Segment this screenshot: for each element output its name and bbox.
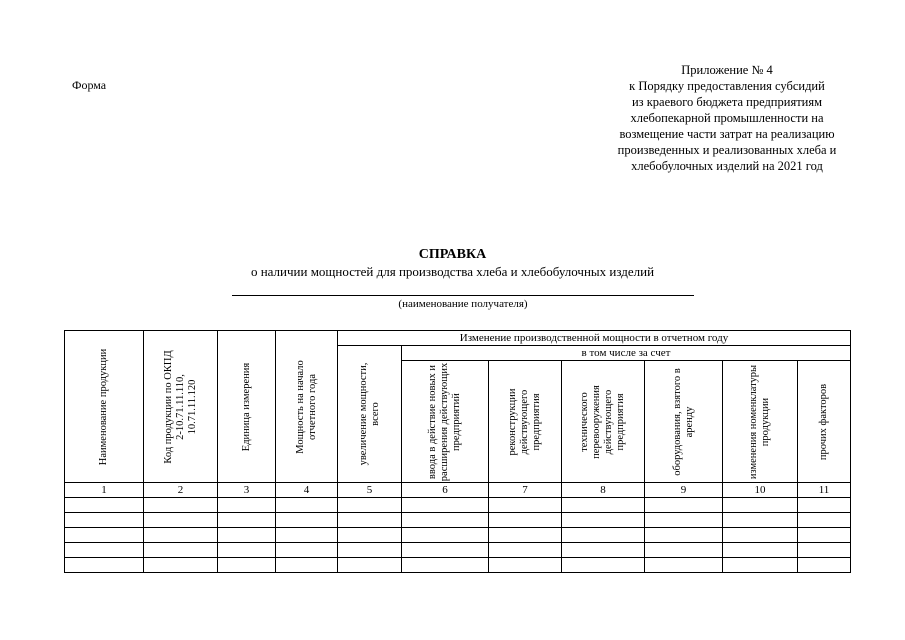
col-header-unit: Единица измерения bbox=[218, 331, 276, 483]
document-subtitle: о наличии мощностей для производства хлеба и хлебобулочных изделий bbox=[250, 264, 655, 279]
table-cell bbox=[402, 498, 489, 513]
col-header-leased-equipment: оборудования, взятого в аренду bbox=[645, 361, 723, 483]
table-cell bbox=[489, 558, 562, 573]
table-cell bbox=[65, 528, 144, 543]
table-cell bbox=[645, 543, 723, 558]
table-cell bbox=[65, 558, 144, 573]
table-cell bbox=[65, 543, 144, 558]
group-header: Изменение производственной мощности в отчетном году bbox=[338, 331, 851, 346]
table-cell bbox=[276, 498, 338, 513]
document-title: СПРАВКА bbox=[418, 247, 487, 262]
appendix-line: к Порядку предоставления субсидий bbox=[629, 79, 825, 93]
table-cell bbox=[144, 513, 218, 528]
table-cell bbox=[723, 558, 798, 573]
appendix-line: произведенных и реализованных хлеба и bbox=[617, 143, 837, 157]
column-number: 4 bbox=[276, 483, 338, 498]
table-cell bbox=[798, 528, 851, 543]
table-row bbox=[65, 558, 851, 573]
appendix-line: из краевого бюджета предприятиям bbox=[631, 95, 823, 109]
table-cell bbox=[489, 498, 562, 513]
table-cell bbox=[562, 543, 645, 558]
table-cell bbox=[144, 558, 218, 573]
table-cell bbox=[218, 528, 276, 543]
recipient-label: (наименование получателя) bbox=[398, 298, 528, 310]
table-cell bbox=[562, 498, 645, 513]
col-header-range-change: изменения номенклатуры продукции bbox=[723, 361, 798, 483]
col-header-increase-total: увеличение мощности, всего bbox=[338, 346, 402, 483]
table-cell bbox=[798, 543, 851, 558]
col-header-code: Код продукции по ОКПД 2-10.71.11.110, 10.71.11.120 bbox=[144, 331, 218, 483]
table-cell bbox=[562, 528, 645, 543]
appendix-line: хлебобулочных изделий на 2021 год bbox=[631, 159, 823, 173]
table-cell bbox=[276, 558, 338, 573]
table-cell bbox=[338, 558, 402, 573]
column-number: 11 bbox=[798, 483, 851, 498]
table-cell bbox=[144, 498, 218, 513]
table-cell bbox=[645, 498, 723, 513]
table-cell bbox=[218, 513, 276, 528]
table-cell bbox=[489, 543, 562, 558]
col-header-other: прочих факторов bbox=[798, 361, 851, 483]
column-number: 5 bbox=[338, 483, 402, 498]
column-number: 1 bbox=[65, 483, 144, 498]
column-number: 8 bbox=[562, 483, 645, 498]
table-cell bbox=[798, 498, 851, 513]
table-cell bbox=[645, 528, 723, 543]
table-cell bbox=[798, 513, 851, 528]
column-number: 3 bbox=[218, 483, 276, 498]
table-cell bbox=[276, 513, 338, 528]
table-cell bbox=[402, 543, 489, 558]
col-header-capacity: Мощность на начало отчетного года bbox=[276, 331, 338, 483]
appendix-line: Приложение № 4 bbox=[681, 63, 773, 77]
table-cell bbox=[723, 543, 798, 558]
column-number: 9 bbox=[645, 483, 723, 498]
table-row bbox=[65, 528, 851, 543]
table-cell bbox=[218, 543, 276, 558]
table-cell bbox=[723, 498, 798, 513]
table-cell bbox=[562, 513, 645, 528]
table-cell bbox=[276, 543, 338, 558]
col-header-new-enterprises: ввода в действие новых и расширения действующих предприятий bbox=[402, 361, 489, 483]
table-cell bbox=[402, 558, 489, 573]
table-cell bbox=[65, 498, 144, 513]
appendix-line: возмещение части затрат на реализацию bbox=[619, 127, 835, 141]
table-cell bbox=[338, 513, 402, 528]
table-cell bbox=[144, 543, 218, 558]
table-cell bbox=[338, 543, 402, 558]
form-label: Форма bbox=[72, 78, 107, 92]
table-cell bbox=[489, 528, 562, 543]
col-header-reconstruction: реконструкции действующего предприятия bbox=[489, 361, 562, 483]
table-cell bbox=[723, 513, 798, 528]
table-cell bbox=[645, 558, 723, 573]
column-number: 2 bbox=[144, 483, 218, 498]
col-header-name: Наименование продукции bbox=[65, 331, 144, 483]
table-cell bbox=[218, 558, 276, 573]
table-cell bbox=[489, 513, 562, 528]
table-cell bbox=[144, 528, 218, 543]
table-cell bbox=[338, 528, 402, 543]
column-number: 10 bbox=[723, 483, 798, 498]
appendix-block bbox=[582, 62, 872, 174]
recipient-field-line bbox=[232, 295, 694, 296]
appendix-line: хлебопекарной промышленности на bbox=[630, 111, 824, 125]
table-cell bbox=[338, 498, 402, 513]
table-row bbox=[65, 513, 851, 528]
table-cell bbox=[218, 498, 276, 513]
table-cell bbox=[562, 558, 645, 573]
table-cell bbox=[645, 513, 723, 528]
table-row bbox=[65, 498, 851, 513]
table-cell bbox=[402, 528, 489, 543]
subgroup-header: в том числе за счет bbox=[402, 346, 851, 361]
table-cell bbox=[65, 513, 144, 528]
table-cell bbox=[402, 513, 489, 528]
table-cell bbox=[798, 558, 851, 573]
column-number: 6 bbox=[402, 483, 489, 498]
capacity-table bbox=[64, 330, 851, 573]
col-header-reequipment: технического перевооружения действующего предприятия bbox=[562, 361, 645, 483]
table-cell bbox=[723, 528, 798, 543]
column-number-row bbox=[65, 483, 851, 498]
column-number: 7 bbox=[489, 483, 562, 498]
empty-rows bbox=[65, 498, 851, 573]
table-row bbox=[65, 543, 851, 558]
table-cell bbox=[276, 528, 338, 543]
